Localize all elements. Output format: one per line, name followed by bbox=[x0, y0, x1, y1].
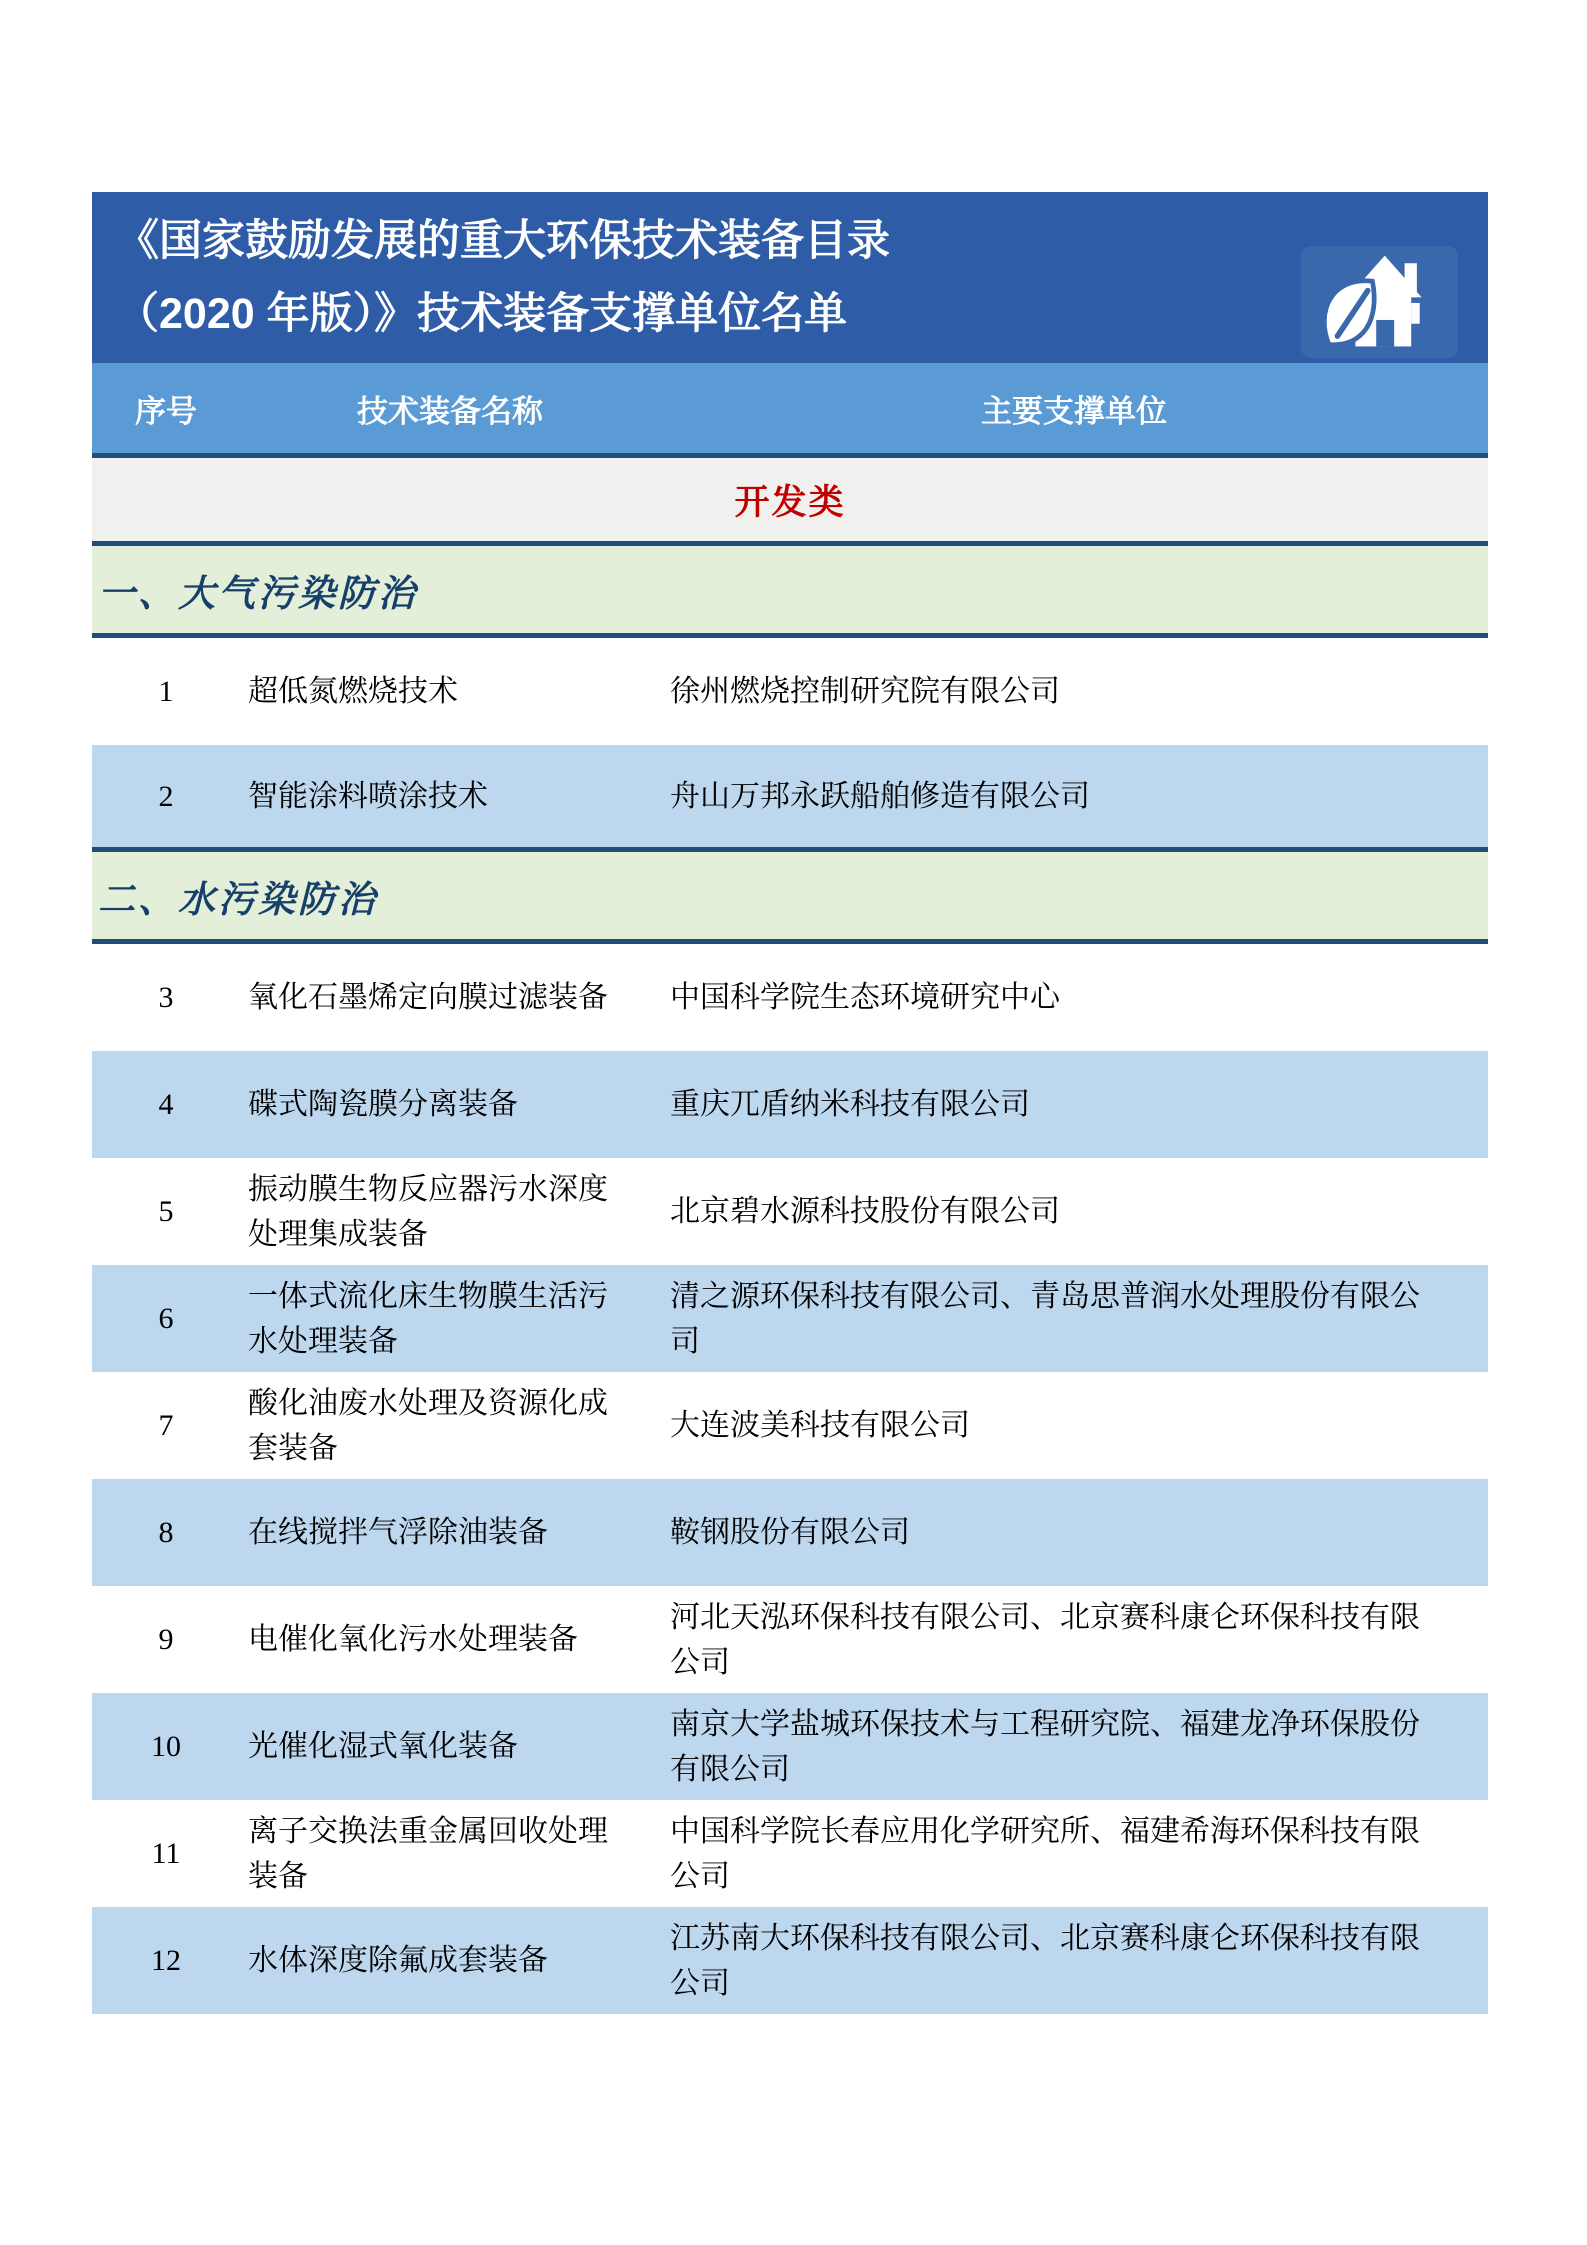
table-row bbox=[92, 1372, 1488, 1479]
catalog-document bbox=[92, 192, 1488, 2014]
section-header-row bbox=[92, 852, 1488, 944]
equipment-name: 一体式流化床生物膜生活污水处理装备 bbox=[248, 1279, 608, 1358]
table-row bbox=[92, 1158, 1488, 1265]
equipment-name: 光催化湿式氧化装备 bbox=[248, 1730, 518, 1763]
table-row bbox=[92, 1800, 1488, 1907]
column-header-org: 主要支撑单位 bbox=[981, 393, 1167, 429]
table-row bbox=[92, 1051, 1488, 1158]
table-row bbox=[92, 944, 1488, 1051]
table-row bbox=[92, 638, 1488, 745]
support-org: 大连波美科技有限公司 bbox=[670, 1409, 970, 1442]
title-line-1: 《国家鼓励发展的重大环保技术装备目录 bbox=[116, 217, 890, 265]
support-org: 中国科学院长春应用化学研究所、福建希海环保科技有限公司 bbox=[670, 1814, 1420, 1893]
section-title: 一、大气污染防治 bbox=[98, 573, 418, 615]
equipment-name: 超低氮燃烧技术 bbox=[248, 675, 458, 708]
document-title bbox=[92, 192, 1488, 351]
support-org: 舟山万邦永跃船舶修造有限公司 bbox=[670, 779, 1090, 813]
support-org: 清之源环保科技有限公司、青岛思普润水处理股份有限公司 bbox=[670, 1279, 1420, 1358]
row-number: 11 bbox=[151, 1837, 181, 1870]
section-title: 二、水污染防治 bbox=[98, 879, 378, 921]
equipment-name: 碟式陶瓷膜分离装备 bbox=[248, 1088, 518, 1121]
table-header-row bbox=[92, 363, 1488, 458]
eco-house-glyph bbox=[1310, 250, 1450, 354]
support-org: 北京碧水源科技股份有限公司 bbox=[670, 1195, 1060, 1228]
table-row bbox=[92, 1479, 1488, 1586]
row-number: 4 bbox=[158, 1088, 174, 1121]
row-number: 7 bbox=[158, 1409, 174, 1442]
table-row bbox=[92, 1265, 1488, 1372]
row-number: 5 bbox=[158, 1195, 174, 1228]
category-label: 开发类 bbox=[734, 482, 846, 522]
equipment-name: 酸化油废水处理及资源化成套装备 bbox=[248, 1386, 608, 1465]
section-header-row bbox=[92, 546, 1488, 638]
category-row bbox=[92, 458, 1488, 546]
support-org: 重庆兀盾纳米科技有限公司 bbox=[670, 1088, 1030, 1121]
eco-house-icon bbox=[1301, 246, 1458, 358]
row-number: 12 bbox=[151, 1944, 181, 1977]
document-header bbox=[92, 192, 1488, 363]
row-number: 9 bbox=[158, 1623, 174, 1656]
support-org: 南京大学盐城环保技术与工程研究院、福建龙净环保股份有限公司 bbox=[670, 1707, 1420, 1786]
row-number: 3 bbox=[158, 981, 174, 1014]
table-row bbox=[92, 1693, 1488, 1800]
table-row bbox=[92, 1907, 1488, 2014]
equipment-name: 电催化氧化污水处理装备 bbox=[248, 1623, 578, 1656]
support-org: 河北天泓环保科技有限公司、北京赛科康仑环保科技有限公司 bbox=[670, 1600, 1420, 1679]
row-number: 2 bbox=[158, 779, 174, 813]
column-header-equipment: 技术装备名称 bbox=[357, 393, 543, 429]
row-number: 10 bbox=[151, 1730, 181, 1763]
equipment-name: 水体深度除氟成套装备 bbox=[248, 1944, 548, 1977]
support-org: 江苏南大环保科技有限公司、北京赛科康仑环保科技有限公司 bbox=[670, 1921, 1420, 2000]
row-number: 8 bbox=[158, 1516, 174, 1549]
support-org: 中国科学院生态环境研究中心 bbox=[670, 981, 1060, 1014]
equipment-name: 氧化石墨烯定向膜过滤装备 bbox=[248, 981, 608, 1014]
table-row bbox=[92, 1586, 1488, 1693]
row-number: 1 bbox=[158, 675, 174, 708]
table-row bbox=[92, 745, 1488, 852]
equipment-name: 在线搅拌气浮除油装备 bbox=[248, 1516, 548, 1549]
support-org: 徐州燃烧控制研究院有限公司 bbox=[670, 675, 1060, 708]
row-number: 6 bbox=[158, 1302, 174, 1335]
equipment-name: 智能涂料喷涂技术 bbox=[248, 779, 488, 813]
table-body bbox=[92, 546, 1488, 2014]
title-line-2: （2020 年版）》技术装备支撑单位名单 bbox=[116, 290, 848, 338]
equipment-name: 离子交换法重金属回收处理装备 bbox=[248, 1814, 608, 1893]
column-header-no: 序号 bbox=[135, 393, 197, 429]
equipment-name: 振动膜生物反应器污水深度处理集成装备 bbox=[248, 1172, 608, 1251]
support-org: 鞍钢股份有限公司 bbox=[670, 1516, 910, 1549]
